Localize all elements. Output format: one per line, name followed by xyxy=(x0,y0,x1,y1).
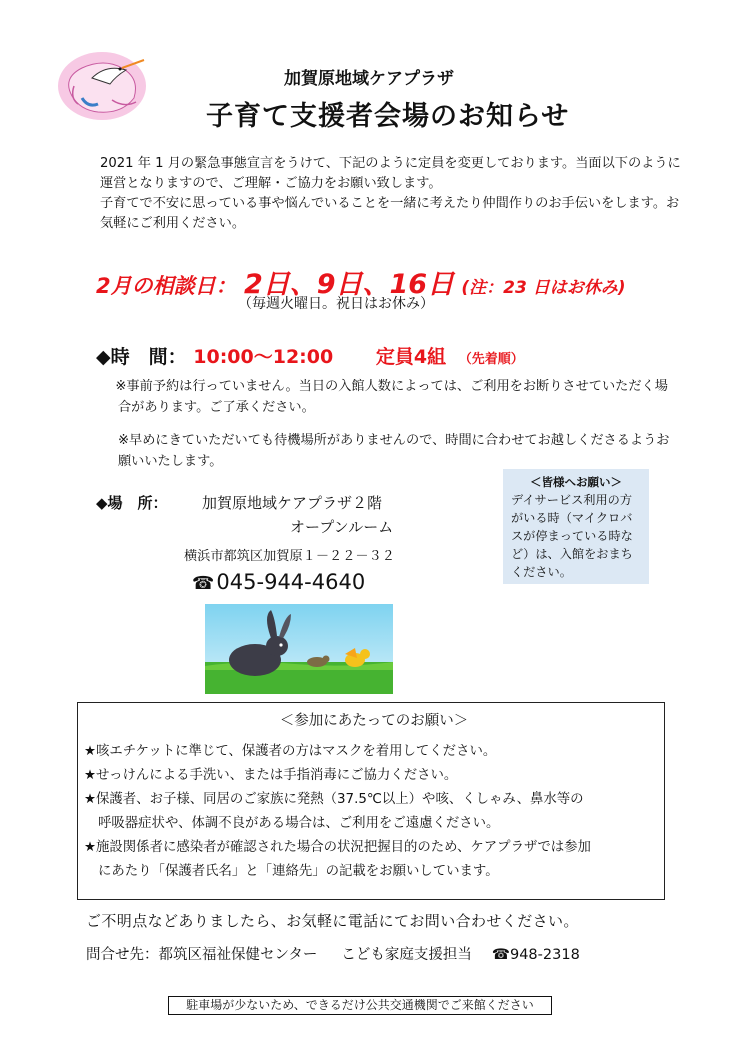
intro-paragraph-2: 子育てで不安に思っている事や悩んでいることを一緒に考えたり仲間作りのお手伝いをします。お気軽にご利用ください。 xyxy=(100,196,680,231)
weekly-note: （毎週火曜日。祝日はお休み） xyxy=(238,296,434,312)
rule-item-continued: にあたり「保護者氏名」と「連絡先」の記載をお願いしています。 xyxy=(98,864,499,879)
rule-item: ★保護者、お子様、同居のご家族に発熱（37.5℃以上）や咳、くしゃみ、鼻水等の xyxy=(84,792,584,807)
address: 横浜市都筑区加賀原１－２２－３２ xyxy=(184,549,395,564)
rules-head: ＜参加にあたってのお願い＞ xyxy=(279,713,469,729)
rule-item: ★咳エチケットに準じて、保護者の方はマスクを着用してください。 xyxy=(84,744,497,759)
rule-item: ★施設関係者に感染者が確認された場合の状況把握目的のため、ケアプラザでは参加 xyxy=(84,840,591,855)
page-title: 子育て支援者会場のお知らせ xyxy=(206,101,570,132)
rule-item: ★せっけんによる手洗い、または手指消毒にご協力ください。 xyxy=(84,768,458,783)
time-value: 10:00～12:00 xyxy=(193,346,334,368)
contact-line xyxy=(86,943,580,964)
capacity-order: （先着順） xyxy=(458,352,524,367)
consultation-dates: 2日、9日、16日 xyxy=(243,269,455,300)
participation-rules xyxy=(77,702,665,900)
telephone-icon: ☎ xyxy=(491,947,510,963)
phone-value: 045-944-4640 xyxy=(216,570,366,594)
place-label: ◆場 所： xyxy=(96,494,168,512)
time-row xyxy=(96,342,524,369)
arrival-note: ※早めにきていただいても待機場所がありませんので、時間に合わせてお越しくださるようお願いいたします。 xyxy=(118,433,670,469)
notice-box xyxy=(503,469,649,584)
time-label: ◆時 間： xyxy=(96,346,187,368)
reservation-note: ※事前予約は行っていません。当日の入館人数によっては、ご利用をお断りさせていただく場合があります。ご了承ください。 xyxy=(115,379,668,415)
contact-label: 問合せ先：都筑区福祉保健センター xyxy=(86,947,318,963)
organization-name: 加賀原地域ケアプラザ xyxy=(284,69,454,89)
notice-head: ＜皆様へお願い＞ xyxy=(530,475,622,489)
contact-dept: こども家庭支援担当 xyxy=(341,947,472,963)
contact-phone: 948-2318 xyxy=(509,947,580,963)
notice-body: デイサービス利用の方がいる時（マイクロバスが停まっている時など）は、入館をおまちください。 xyxy=(511,493,633,579)
capacity: 定員4組 xyxy=(375,346,447,368)
consultation-label: 2月の相談日： xyxy=(96,274,237,298)
rule-item-continued: 呼吸器症状や、体調不良がある場合は、ご利用をご遠慮ください。 xyxy=(98,816,500,831)
stork-illustration xyxy=(52,38,154,130)
parking-note: 駐車場が少ないため、できるだけ公共交通機関でご来館ください xyxy=(168,996,552,1015)
rabbit-and-ducklings-illustration xyxy=(205,604,393,694)
intro-paragraph-1: 2021 年 1 月の緊急事態宣言をうけて、下記のように定員を変更しております。当面以下のように運営となりますので、ご理解・ご協力をお願い致します。 xyxy=(100,156,681,191)
place-name: 加賀原地域ケアプラザ２階 xyxy=(202,494,383,512)
phone-number xyxy=(192,570,365,594)
consultation-note: (注：23 日はお休み) xyxy=(461,278,626,298)
telephone-icon: ☎ xyxy=(192,573,215,594)
inquiry-text: ご不明点などありましたら、お気軽に電話にてお問い合わせください。 xyxy=(86,912,579,930)
place-room: オープンルーム xyxy=(290,518,394,536)
intro-text xyxy=(100,154,690,234)
